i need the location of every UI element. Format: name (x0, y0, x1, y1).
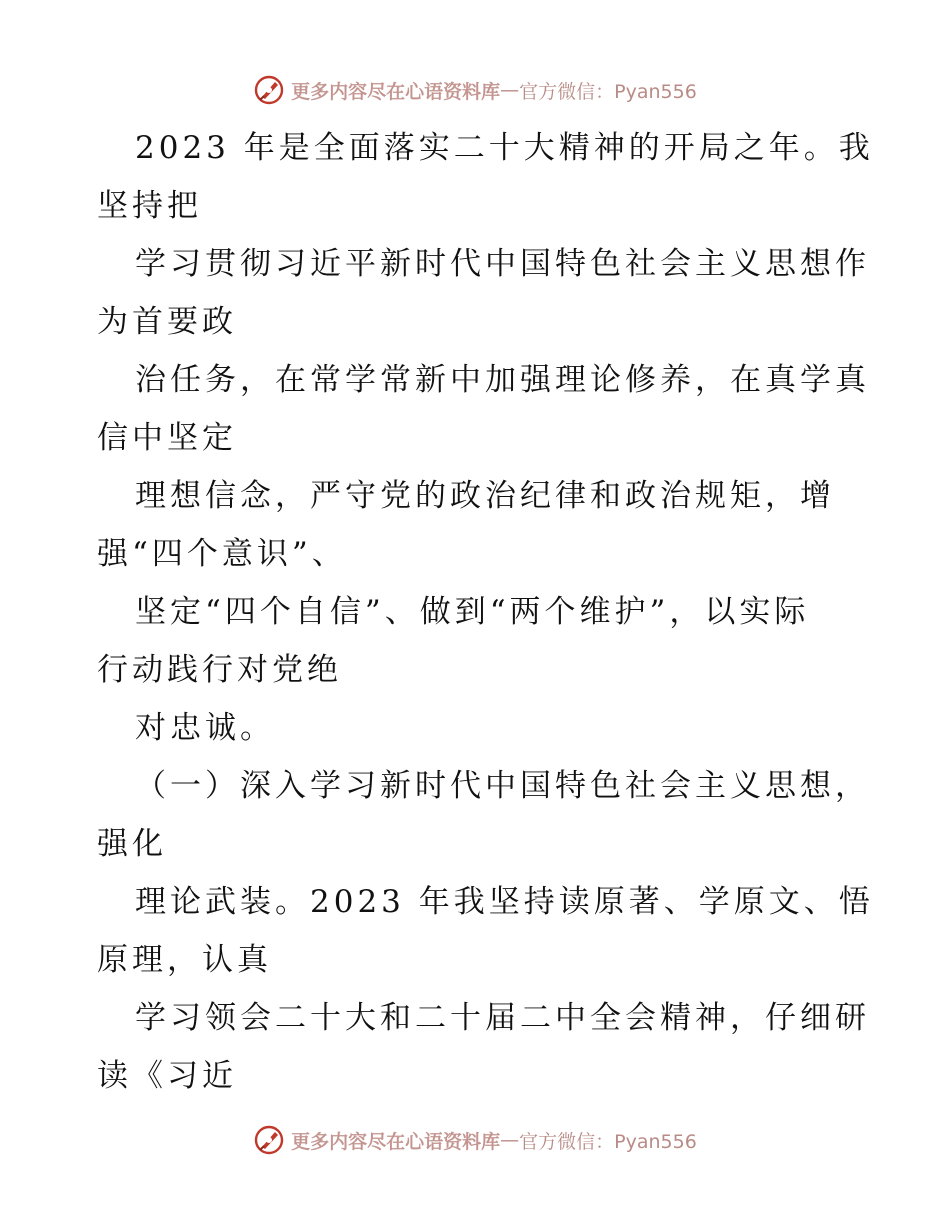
section-heading-line: （一）深入学习新时代中国特色社会主义思想， (135, 768, 870, 804)
text-line: 2023 年是全面落实二十大精神的开局之年。我 (135, 130, 874, 166)
text-line: 读《习近 (97, 1058, 237, 1094)
text-line: 学习贯彻习近平新时代中国特色社会主义思想作 (135, 246, 870, 282)
text-line: 坚持把 (97, 188, 202, 224)
banner-title: 更多内容尽在心语资料库 (291, 1130, 501, 1153)
text-line: 治任务，在常学常新中加强理论修养，在真学真 (135, 362, 870, 398)
text-line: 坚定“四个自信”、做到“两个维护”，以实际 (135, 594, 810, 630)
banner-title: 更多内容尽在心语资料库 (291, 80, 501, 103)
text-line: 强“四个意识”、 (97, 536, 347, 572)
banner-separator: — (500, 1129, 520, 1151)
banner-separator: — (500, 79, 520, 101)
quill-pen-logo-icon (253, 1124, 285, 1156)
text-line: 为首要政 (97, 304, 237, 340)
text-line: 行动践行对党绝 (97, 652, 342, 688)
banner-wechat: 官方微信：Pyan556 (519, 1130, 697, 1153)
text-line: 对忠诚。 (135, 710, 275, 746)
text-line: 学习领会二十大和二十届二中全会精神，仔细研 (135, 1000, 870, 1036)
text-line: 强化 (97, 826, 167, 862)
text-line: 理论武装。2023 年我坚持读原著、学原文、悟 (135, 884, 874, 920)
text-line: 信中坚定 (97, 420, 237, 456)
text-line: 原理，认真 (97, 942, 272, 978)
banner-wechat: 官方微信：Pyan556 (519, 80, 697, 103)
text-line: 理想信念，严守党的政治纪律和政治规矩，增 (135, 478, 835, 514)
footer-banner (0, 1120, 950, 1160)
